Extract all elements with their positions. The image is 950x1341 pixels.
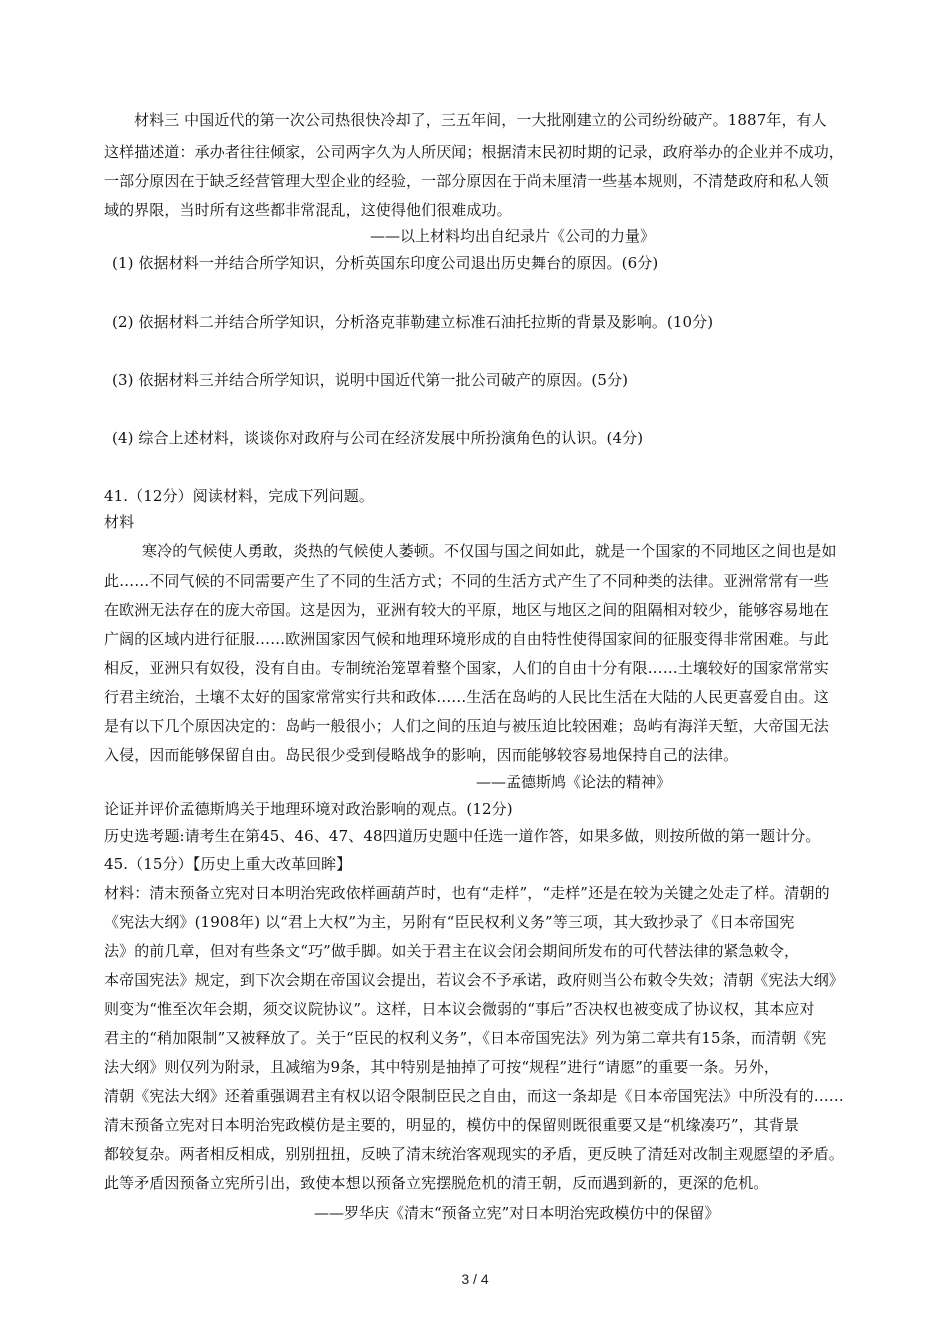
q45-line-10: 都较复杂。两者相反相成，别别扭扭，反映了清末统治客观现实的矛盾，更反映了清廷对改制主观愿望的矛盾。 bbox=[104, 1145, 844, 1163]
q41-line-3: 在欧洲无法存在的庞大帝国。这是因为，亚洲有较大的平原，地区与地区之间的阻隔相对较少，能够容易地在 bbox=[104, 601, 829, 619]
material3-source: ——以上材料均出自纪录片《公司的力量》 bbox=[370, 227, 656, 245]
q45-line-1: 材料：清末预备立宪对日本明治宪政依样画葫芦时，也有“走样”，“走样”还是在较为关键之处走了样。清朝的 bbox=[104, 884, 830, 902]
elective-instruction: 历史选考题:请考生在第45、46、47、48四道历史题中任选一道作答，如果多做，则按所做的第一题计分。 bbox=[104, 827, 821, 845]
q45-line-8: 清朝《宪法大纲》还着重强调君主有权以诏令限制臣民之自由，而这一条却是《日本帝国宪法》中所没有的…… bbox=[104, 1087, 844, 1105]
page-number: 3 / 4 bbox=[461, 1271, 489, 1287]
q45-line-3: 法》的前几章，但对有些条文“巧”做手脚。如关于君主在议会闭会期间所发布的可代替法律的紧急敕令， bbox=[104, 942, 800, 960]
q41-material-label: 材料 bbox=[104, 513, 135, 531]
material3-line-4: 域的界限，当时所有这些都非常混乱，这使得他们很难成功。 bbox=[104, 201, 512, 219]
q41-heading: 41.（12分）阅读材料，完成下列问题。 bbox=[104, 487, 374, 505]
q41-line-5: 相反，亚洲只有奴役，没有自由。专制统治笼罩着整个国家，人们的自由十分有限……土壤较好的国家常常实 bbox=[104, 659, 829, 677]
q41-task: 论证并评价孟德斯鸠关于地理环境对政治影响的观点。(12分) bbox=[104, 800, 513, 818]
question-1: (1) 依据材料一并结合所学知识，分析英国东印度公司退出历史舞台的原因。(6分) bbox=[112, 254, 659, 272]
question-3: (3) 依据材料三并结合所学知识，说明中国近代第一批公司破产的原因。(5分) bbox=[112, 371, 629, 389]
q45-line-9: 清末预备立宪对日本明治宪政模仿是主要的，明显的，模仿中的保留则既很重要又是“机缘凑巧”，其背景 bbox=[104, 1116, 800, 1134]
q41-source: ——孟德斯鸠《论法的精神》 bbox=[476, 773, 672, 791]
question-4: (4) 综合上述材料，谈谈你对政府与公司在经济发展中所扮演角色的认识。(4分) bbox=[112, 429, 644, 447]
material3-line-3: 一部分原因在于缺乏经营管理大型企业的经验，一部分原因在于尚未厘清一些基本规则，不清楚政府和私人领 bbox=[104, 172, 829, 190]
q41-line-1: 寒冷的气候使人勇敢，炎热的气候使人萎顿。不仅国与国之间如此，就是一个国家的不同地区之间也是如 bbox=[142, 542, 837, 560]
q41-line-6: 行君主统治，土壤不太好的国家常常实行共和政体……生活在岛屿的人民比生活在大陆的人民更喜爱自由。这 bbox=[104, 688, 829, 706]
q45-line-6: 君主的“稍加限制”又被释放了。关于“臣民的权利义务”，《日本帝国宪法》列为第二章共有15条，而清朝《宪 bbox=[104, 1029, 827, 1047]
q45-line-2: 《宪法大纲》(1908年) 以“君上大权”为主，另附有“臣民权利义务”等三项，其大致抄录了《日本帝国宪 bbox=[104, 913, 795, 931]
q41-line-8: 入侵，因而能够保留自由。岛民很少受到侵略战争的影响，因而能够较容易地保持自己的法律。 bbox=[104, 746, 739, 764]
q41-line-4: 广阔的区域内进行征服……欧洲国家因气候和地理环境形成的自由特性使得国家间的征服变得非常困难。与此 bbox=[104, 630, 829, 648]
q45-source: ——罗华庆《清末“预备立宪”对日本明治宪政模仿中的保留》 bbox=[314, 1204, 720, 1222]
q45-line-11: 此等矛盾因预备立宪所引出，致使本想以预备立宪摆脱危机的清王朝，反而遇到新的，更深的危机。 bbox=[104, 1174, 769, 1192]
material3-line-1: 材料三 中国近代的第一次公司热很快冷却了，三五年间，一大批刚建立的公司纷纷破产。1887年，有人 bbox=[134, 111, 827, 129]
q41-line-2: 此……不同气候的不同需要产生了不同的生活方式；不同的生活方式产生了不同种类的法律。亚洲常常有一些 bbox=[104, 572, 829, 590]
q45-line-7: 法大纲》则仅列为附录，且减缩为9条，其中特别是抽掉了可按“规程”进行“请愿”的重要一条。另外， bbox=[104, 1058, 779, 1076]
q45-line-4: 本帝国宪法》规定，到下次会期在帝国议会提出，若议会不予承诺，政府则当公布敕令失效；清朝《宪法大纲》 bbox=[104, 971, 844, 989]
q41-line-7: 是有以下几个原因决定的：岛屿一般很小；人们之间的压迫与被压迫比较困难；岛屿有海洋天堑，大帝国无法 bbox=[104, 717, 829, 735]
material3-line-2: 这样描述道：承办者往往倾家，公司两字久为人所厌闻；根据清末民初时期的记录，政府举办的企业并不成功， bbox=[104, 143, 844, 161]
question-2: (2) 依据材料二并结合所学知识，分析洛克菲勒建立标准石油托拉斯的背景及影响。(10分) bbox=[112, 313, 714, 331]
q45-heading: 45.（15分）【历史上重大改革回眸】 bbox=[104, 855, 352, 873]
q45-line-5: 则变为“惟至次年会期，须交议院协议”。这样，日本议会微弱的“事后”否决权也被变成了协议权，其本应对 bbox=[104, 1000, 815, 1018]
